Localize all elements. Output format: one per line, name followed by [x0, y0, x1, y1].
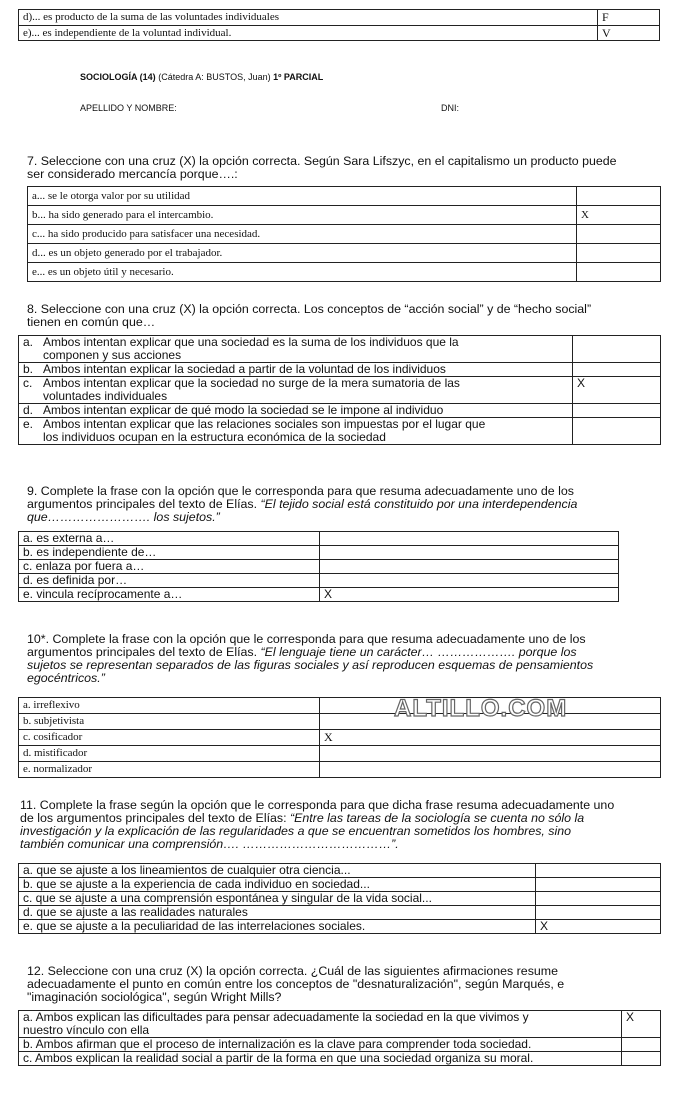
- prompt-line: 12. Seleccione con una cruz (X) la opción correcta. ¿Cuál de las siguientes afirmaciones resume: [27, 964, 558, 978]
- table-row: [19, 404, 661, 418]
- answer-cell[interactable]: [622, 1052, 661, 1066]
- table-row: [19, 762, 661, 778]
- question-9-options: [18, 531, 619, 602]
- prompt-line: argumentos principales del texto de Elías. “El lenguaje tiene un carácter… ………………. porque los: [27, 645, 577, 659]
- prompt-line: investigación y la explicación de las regularidades a que se encuentran sometidos los hombres, sino: [20, 824, 572, 838]
- table-row: [19, 418, 661, 445]
- answer-cell[interactable]: [577, 225, 661, 244]
- option-text: d. Ambos intentan explicar de qué modo la sociedad se le impone al individuo: [19, 404, 573, 418]
- prompt-line: argumentos principales del texto de Elías. “El tejido social está constituido por una interdependencia: [27, 497, 578, 511]
- option-text: c. Ambos intentan explicar que la sociedad no surge de la mera sumatoria de las voluntades individuales: [19, 377, 573, 404]
- top-answer-table: [18, 9, 660, 41]
- option-text: e. Ambos intentan explicar que las relaciones sociales son impuestas por el lugar que los individuos ocupan en la estructura económica de la sociedad: [19, 418, 573, 445]
- answer-mark: F: [598, 10, 660, 26]
- prompt-line: también comunicar una comprensión…. ………………………………”.: [20, 837, 399, 851]
- answer-cell[interactable]: X: [573, 377, 661, 404]
- table-row: [28, 187, 661, 206]
- answer-cell[interactable]: X: [577, 206, 661, 225]
- question-9-prompt: [27, 485, 692, 524]
- course-name: SOCIOLOGÍA (14): [80, 72, 156, 82]
- answer-cell[interactable]: [573, 363, 661, 377]
- table-row: [19, 1052, 661, 1066]
- prompt-line: ser considerado mercancía porque….:: [27, 167, 238, 181]
- question-7-prompt: [27, 155, 692, 181]
- question-11-options: [18, 863, 661, 934]
- question-11-prompt: [20, 799, 692, 851]
- watermark-logo: ALTILLO.COM: [394, 695, 568, 722]
- option-text: c. cosificador: [19, 730, 320, 746]
- option-text: b. Ambos afirman que el proceso de internalización es la clave para comprender toda sociedad.: [19, 1038, 622, 1052]
- table-row: [19, 730, 661, 746]
- table-row: [19, 1038, 661, 1052]
- option-text: b. subjetivista: [19, 714, 320, 730]
- table-row: [28, 225, 661, 244]
- dni-label: DNI:: [441, 103, 459, 113]
- prompt-line: 8. Seleccione con una cruz (X) la opción correcta. Los conceptos de “acción social” y de “hecho social”: [27, 302, 592, 316]
- table-row: [19, 920, 661, 934]
- table-row: [19, 560, 619, 574]
- option-text: a. Ambos explican las dificultades para pensar adecuadamente la sociedad en la que vivimos y nuestro vínculo con ella: [19, 1011, 622, 1038]
- answer-cell[interactable]: [320, 762, 661, 778]
- table-row: [19, 878, 661, 892]
- option-text: a. es externa a…: [19, 532, 320, 546]
- answer-cell[interactable]: X: [536, 920, 661, 934]
- course-chair: (Cátedra A: BUSTOS, Juan): [158, 72, 271, 82]
- option-text: d)... es producto de la suma de las voluntades individuales: [19, 10, 598, 26]
- table-row: [19, 746, 661, 762]
- option-text: b. es independiente de…: [19, 546, 320, 560]
- answer-cell[interactable]: [536, 878, 661, 892]
- answer-cell[interactable]: X: [320, 730, 661, 746]
- answer-cell[interactable]: [573, 404, 661, 418]
- exam-name: 1º PARCIAL: [273, 72, 324, 82]
- question-7-options: [27, 186, 661, 282]
- answer-cell[interactable]: [536, 892, 661, 906]
- answer-cell[interactable]: X: [320, 588, 619, 602]
- prompt-line: que……………………. los sujetos.”: [27, 510, 220, 524]
- answer-cell[interactable]: [536, 864, 661, 878]
- question-8-options: [18, 335, 661, 445]
- table-row: [19, 532, 619, 546]
- table-row: [19, 574, 619, 588]
- answer-cell[interactable]: [320, 532, 619, 546]
- prompt-line: "imaginación sociológica", según Wright Mills?: [27, 990, 282, 1004]
- answer-cell[interactable]: [622, 1038, 661, 1052]
- table-row: [19, 906, 661, 920]
- option-text: a. Ambos intentan explicar que una sociedad es la suma de los individuos que la componen y sus acciones: [19, 336, 573, 363]
- table-row: [19, 1011, 661, 1038]
- option-text: e. normalizador: [19, 762, 320, 778]
- table-row: [19, 864, 661, 878]
- option-text: e... es un objeto útil y necesario.: [28, 263, 577, 282]
- option-text: e)... es independiente de la voluntad individual.: [19, 26, 598, 41]
- table-row: [19, 10, 660, 26]
- answer-cell[interactable]: [536, 906, 661, 920]
- question-12-prompt: [27, 965, 692, 1004]
- answer-cell[interactable]: [577, 244, 661, 263]
- table-row: [19, 588, 619, 602]
- table-row: [19, 26, 660, 41]
- answer-cell[interactable]: [320, 546, 619, 560]
- prompt-line: tienen en común que…: [27, 315, 156, 329]
- option-text: b... ha sido generado para el intercambio.: [28, 206, 577, 225]
- option-text: b. que se ajuste a la experiencia de cada individuo en sociedad...: [19, 878, 536, 892]
- option-text: a. que se ajuste a los lineamientos de cualquier otra ciencia...: [19, 864, 536, 878]
- question-8-prompt: [27, 303, 692, 329]
- option-text: c... ha sido producido para satisfacer una necesidad.: [28, 225, 577, 244]
- table-row: [28, 206, 661, 225]
- table-row: [19, 377, 661, 404]
- question-12-options: [18, 1010, 661, 1066]
- answer-cell[interactable]: [320, 574, 619, 588]
- answer-mark: V: [598, 26, 660, 41]
- table-row: [28, 263, 661, 282]
- prompt-line: 11. Complete la frase según la opción que le corresponda para que dicha frase resuma adecuadamente uno: [20, 798, 615, 812]
- answer-cell[interactable]: [320, 560, 619, 574]
- prompt-line: 10*. Complete la frase con la opción que le corresponda para que resuma adecuadamente uno de los: [27, 632, 586, 646]
- option-text: c. que se ajuste a una comprensión espontánea y singular de la vida social...: [19, 892, 536, 906]
- prompt-line: adecuadamente el punto en común entre los conceptos de "desnaturalización", según Marqués, e: [27, 977, 565, 991]
- question-10-prompt: [27, 633, 692, 685]
- answer-cell[interactable]: [577, 187, 661, 206]
- option-text: a. irreflexivo: [19, 698, 320, 714]
- prompt-line: egocéntricos.”: [27, 671, 105, 685]
- exam-header: [80, 72, 323, 82]
- option-text: c. enlaza por fuera a…: [19, 560, 320, 574]
- option-text: c. Ambos explican la realidad social a partir de la forma en que una sociedad organiza su moral.: [19, 1052, 622, 1066]
- option-text: a... se le otorga valor por su utilidad: [28, 187, 577, 206]
- option-text: d. que se ajuste a las realidades naturales: [19, 906, 536, 920]
- table-row: [19, 363, 661, 377]
- option-text: e. que se ajuste a la peculiaridad de las interrelaciones sociales.: [19, 920, 536, 934]
- prompt-line: sujetos se representan separados de las figuras sociales y así reproducen esquemas de pensamientos: [27, 658, 594, 672]
- prompt-line: 7. Seleccione con una cruz (X) la opción correcta. Según Sara Lifszyc, en el capitalismo un producto puede: [27, 154, 617, 168]
- table-row: [19, 892, 661, 906]
- option-text: e. vincula recíprocamente a…: [19, 588, 320, 602]
- option-text: d... es un objeto generado por el trabajador.: [28, 244, 577, 263]
- table-row: [19, 546, 619, 560]
- answer-cell[interactable]: [573, 418, 661, 445]
- option-text: d. es definida por…: [19, 574, 320, 588]
- answer-cell[interactable]: [320, 746, 661, 762]
- prompt-line: de los argumentos principales del texto de Elías: “Entre las tareas de la sociología se cuenta no sólo la: [20, 811, 585, 825]
- table-row: [28, 244, 661, 263]
- table-row: [19, 336, 661, 363]
- answer-cell[interactable]: [577, 263, 661, 282]
- answer-cell[interactable]: [573, 336, 661, 363]
- answer-cell[interactable]: X: [622, 1011, 661, 1038]
- prompt-line: 9. Complete la frase con la opción que le corresponda para que resuma adecuadamente uno de los: [27, 484, 574, 498]
- name-label: APELLIDO Y NOMBRE:: [80, 103, 177, 113]
- option-text: d. mistificador: [19, 746, 320, 762]
- option-text: b. Ambos intentan explicar la sociedad a partir de la voluntad de los individuos: [19, 363, 573, 377]
